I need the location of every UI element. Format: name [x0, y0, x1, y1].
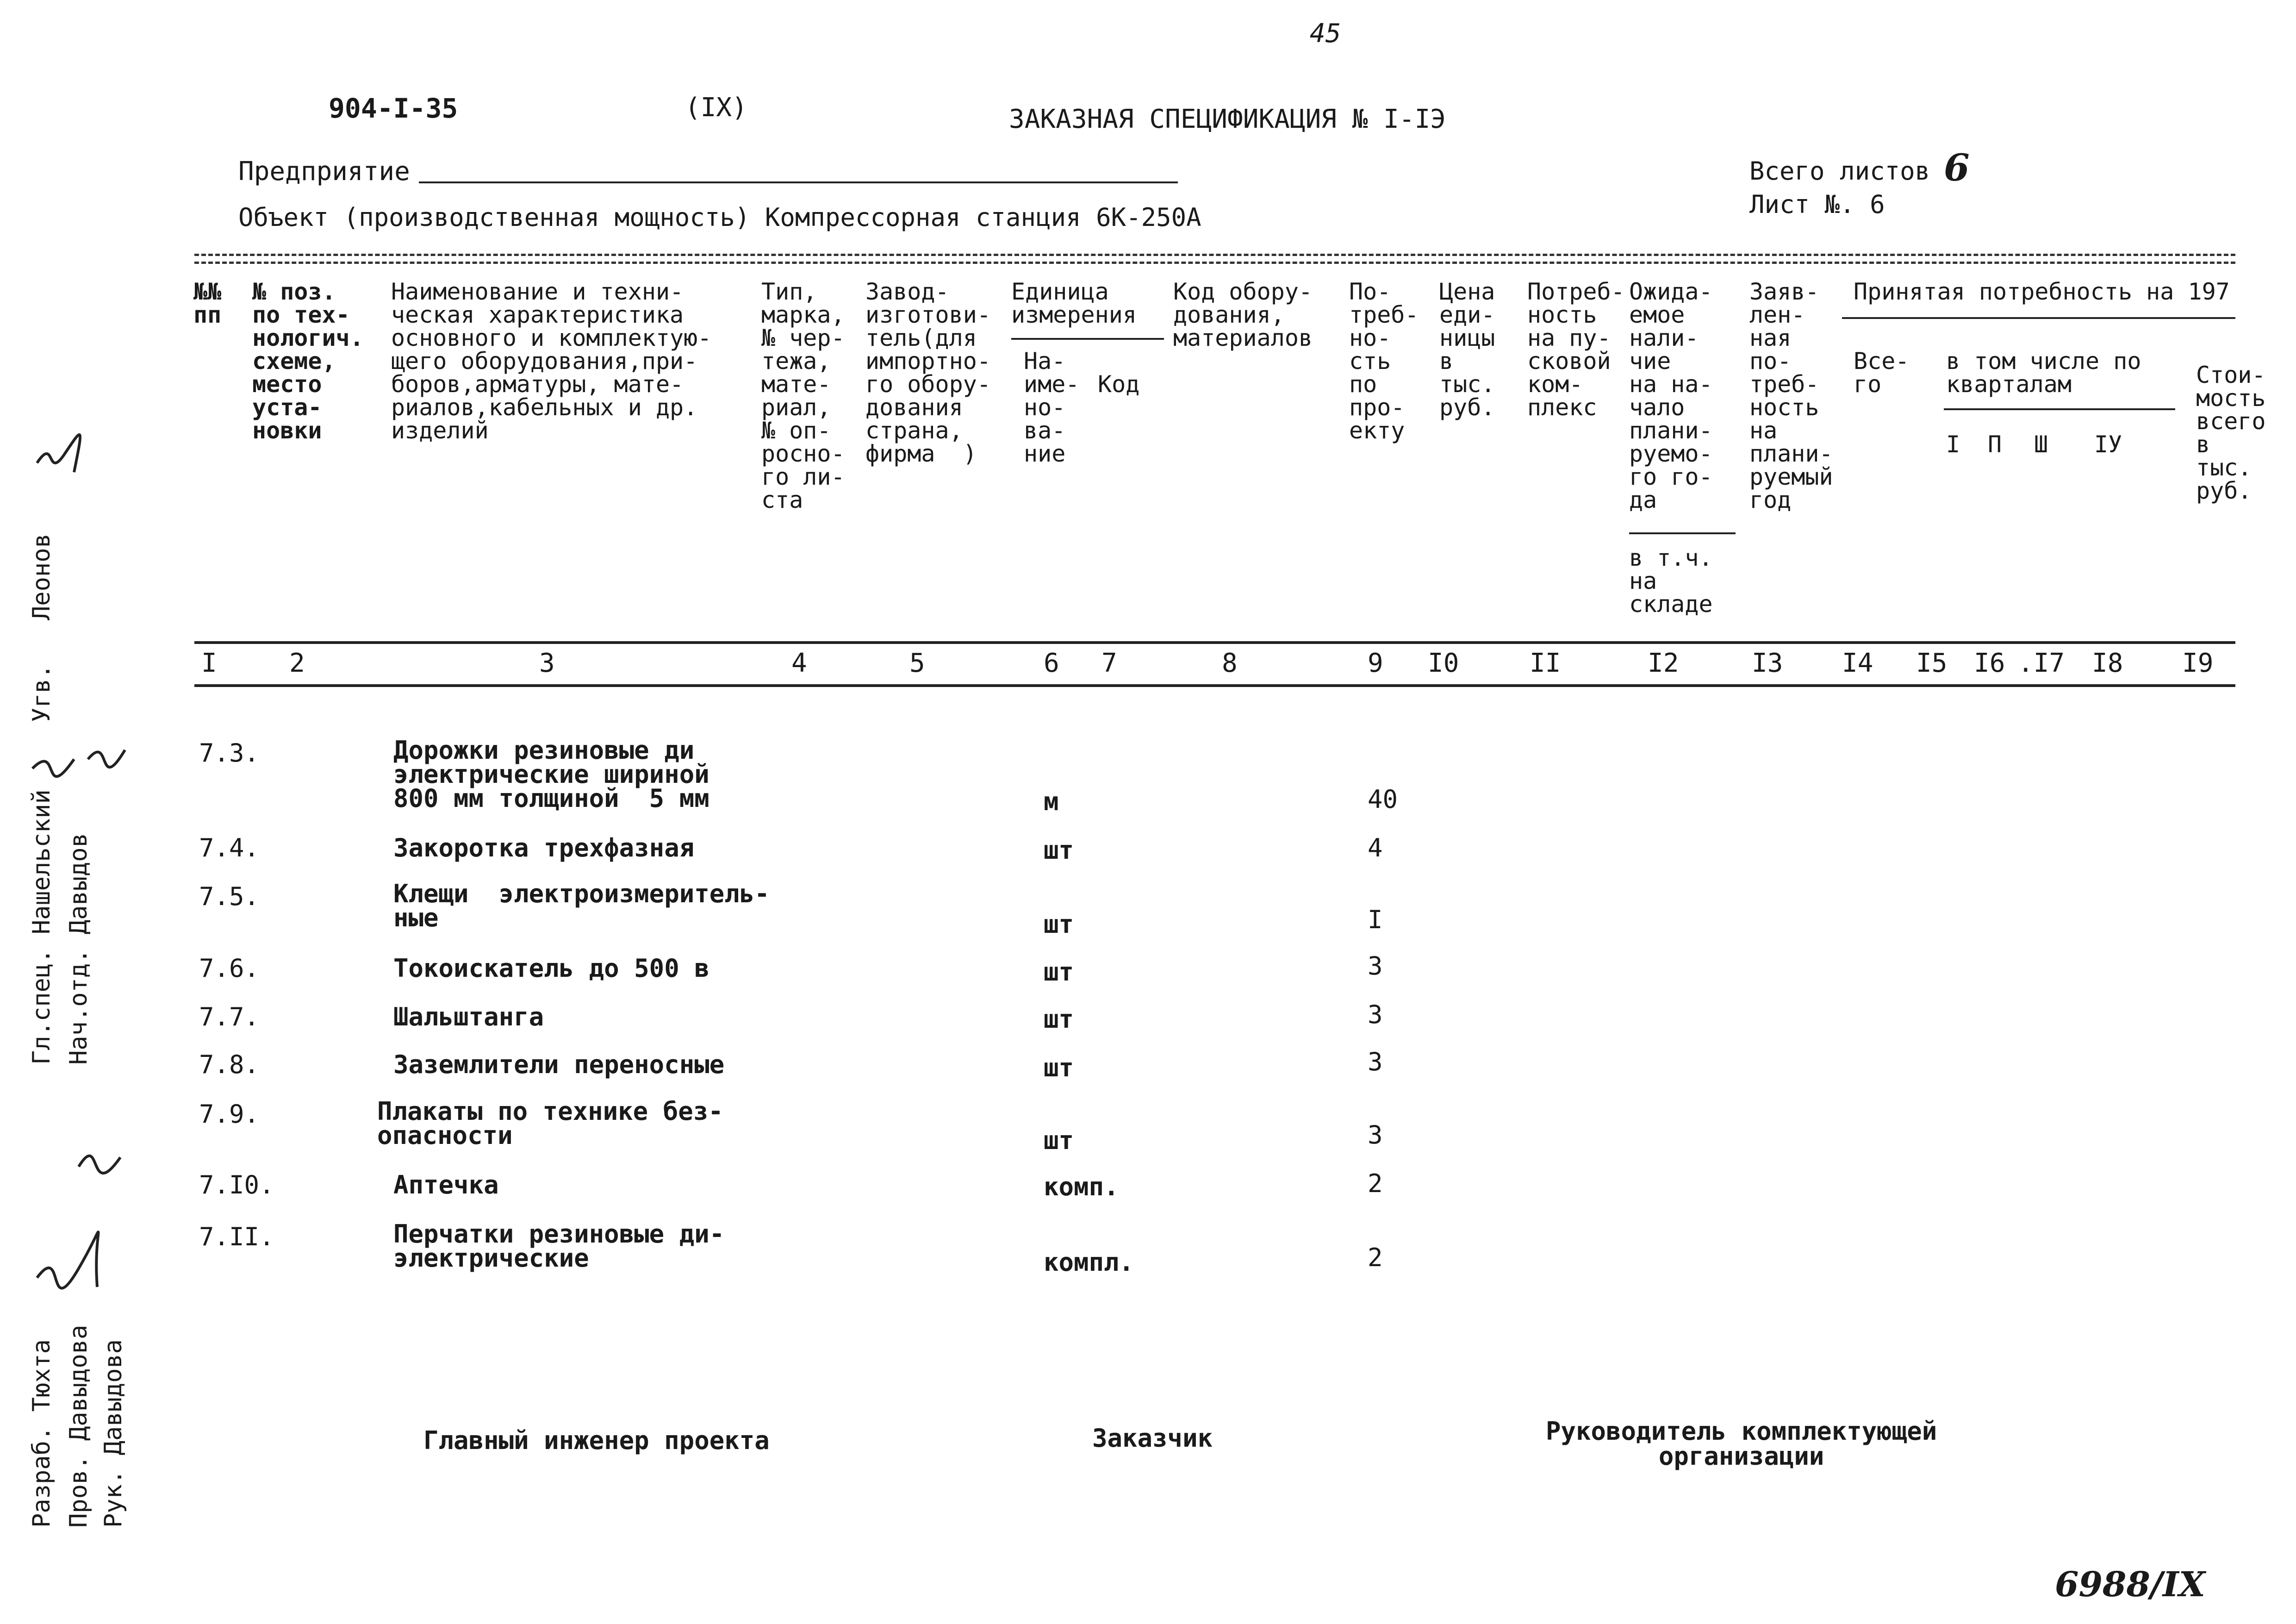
header-col-12-sub: в т.ч. на складе: [1629, 544, 1713, 618]
colnum-5: 5: [909, 648, 925, 678]
archive-mark: 6988/IX: [2055, 1565, 2206, 1605]
object-line: Объект (производственная мощность) Компрессорная станция 6К-250А: [238, 203, 1201, 232]
header-top-rule-2: [194, 262, 2235, 264]
signature-developed: Разраб. Тюхта: [28, 1339, 56, 1528]
signature-checked: Пров. Давыдова: [65, 1324, 93, 1528]
row-unit: м: [1044, 787, 1059, 816]
colnum-9: 9: [1368, 648, 1383, 678]
document-code: 904-I-35: [329, 93, 458, 124]
header-col-14: Все- го: [1854, 348, 1910, 398]
header-col-9: По- треб- но- сть по про- екту: [1349, 278, 1419, 444]
header-col-12: Ожида- емое нали- чие на на- чало плани- руемо- го го- да: [1629, 278, 1713, 513]
header-col-4: Тип, марка, № чер- тежа, мате- риал, № оп- росно- го ли- ста: [761, 278, 845, 513]
header-col-12-rule: [1629, 532, 1736, 534]
row-qty: 4: [1368, 833, 1383, 862]
column-numbers-row: [0, 648, 2296, 676]
header-col-13: Заяв- лен- ная по- треб- ность на плани- руемый год: [1749, 278, 1833, 513]
row-name: Аптечка: [393, 1170, 499, 1199]
row-qty: 3: [1368, 951, 1383, 981]
row-number: 7.I0.: [199, 1170, 274, 1199]
header-quarters-title: в том числе по кварталам: [1946, 348, 2141, 398]
signature-chief-specialist: Гл.спец. Нашельский: [28, 789, 56, 1065]
header-quarter-2: П: [1988, 431, 2002, 458]
colnum-12: I2: [1648, 648, 1679, 678]
row-name: Закоротка трехфазная: [393, 833, 695, 862]
colnum-10: I0: [1428, 648, 1459, 678]
header-col-6: На- име- но- ва- ние: [1024, 348, 1080, 467]
row-qty: 3: [1368, 1047, 1383, 1076]
enterprise-label: Предприятие: [238, 156, 410, 187]
signature-head: Рук. Давыдова: [100, 1339, 127, 1528]
enterprise-underline: [419, 181, 1178, 183]
colnum-18: I8: [2092, 648, 2123, 678]
supplier-head-label: Руководитель комплектующей организации: [1546, 1417, 1937, 1471]
sheet-number: Лист №. 6: [1749, 190, 1885, 219]
header-col-3: Наименование и техни- ческая характеристика основного и комплектую- щего оборудования,при- боров,арматуры, мате- риалов,кабельных и др. изделий: [391, 278, 712, 444]
header-col-2: № поз. по тех- нологич. схеме, место уста- новки: [252, 278, 364, 444]
page-number: 45: [1310, 19, 1341, 49]
header-col-19: Стои- мость всего в тыс. руб.: [2196, 362, 2266, 504]
total-sheets-label: Всего листов: [1749, 156, 1930, 186]
row-unit: комп.: [1044, 1172, 1119, 1201]
row-qty: I: [1368, 905, 1383, 934]
header-col-7: Код: [1098, 371, 1140, 398]
header-quarter-4: IУ: [2094, 431, 2122, 458]
chief-engineer-label: Главный инженер проекта: [423, 1426, 770, 1455]
colnum-14: I4: [1842, 648, 1873, 678]
colnum-4: 4: [791, 648, 807, 678]
colnum-13: I3: [1752, 648, 1783, 678]
row-name: Плакаты по технике без- опасности: [377, 1097, 723, 1150]
header-col-5: Завод- изготови- тель(для импортно- го обору- дования страна, фирма ): [865, 278, 991, 467]
header-quarters-rule: [1944, 408, 2175, 410]
document-part: (IX): [685, 93, 747, 123]
row-number: 7.9.: [199, 1099, 260, 1129]
header-col-10: Цена еди- ницы в тыс. руб.: [1439, 278, 1495, 421]
row-number: 7.5.: [199, 882, 260, 911]
colnum-1: I: [201, 648, 217, 678]
header-quarter-1: I: [1946, 431, 1960, 458]
header-col-1: №№ пп: [193, 278, 222, 328]
signature-dept-head: Нач.отд. Давыдов: [65, 833, 93, 1065]
signature-leonov: Леонов: [28, 533, 56, 620]
handwritten-signatures: [19, 407, 148, 1380]
colnum-7: 7: [1101, 648, 1117, 678]
row-number: 7.3.: [199, 738, 260, 768]
row-name: Шальштанга: [393, 1002, 544, 1031]
colnum-16: I6: [1974, 648, 2005, 678]
row-name: Дорожки резиновые ди электрические шириной 800 мм толщиной 5 мм: [393, 736, 709, 813]
row-number: 7.8.: [199, 1050, 260, 1079]
colnum-8: 8: [1222, 648, 1238, 678]
row-name: Заземлители переносные: [393, 1050, 725, 1079]
colnum-17: .I7: [2018, 648, 2065, 678]
colnum-6: 6: [1044, 648, 1059, 678]
row-unit: шт: [1044, 1005, 1074, 1034]
row-unit: компл.: [1044, 1248, 1134, 1277]
colnum-3: 3: [539, 648, 555, 678]
row-unit: шт: [1044, 957, 1074, 987]
document-title: ЗАКАЗНАЯ СПЕЦИФИКАЦИЯ № I-IЭ: [1009, 104, 1446, 134]
header-unit-rule: [1011, 338, 1164, 340]
header-col-8: Код обору- дования, материалов: [1173, 278, 1313, 351]
row-name: Перчатки резиновые ди- электрические: [393, 1219, 725, 1273]
total-sheets-value: 6: [1944, 146, 1970, 189]
customer-label: Заказчик: [1092, 1424, 1213, 1453]
row-unit: шт: [1044, 836, 1074, 865]
colnum-11: II: [1530, 648, 1561, 678]
header-col-11: Потреб- ность на пу- сковой ком- плекс: [1527, 278, 1625, 421]
row-unit: шт: [1044, 1053, 1074, 1082]
row-number: 7.6.: [199, 954, 260, 983]
header-top-rule: [194, 254, 2235, 256]
row-qty: 3: [1368, 1000, 1383, 1029]
header-quarter-3: Ш: [2034, 431, 2048, 458]
row-unit: шт: [1044, 1126, 1074, 1155]
row-unit: шт: [1044, 910, 1074, 939]
header-accepted-title: Принятая потребность на 197: [1854, 278, 2230, 305]
signature-approved: Угв.: [28, 664, 56, 722]
row-name: Клещи электроизмеритель- ные: [393, 879, 770, 932]
colnum-2: 2: [289, 648, 305, 678]
column-numbers-top-rule: [194, 641, 2235, 644]
column-numbers-bottom-rule: [194, 684, 2235, 687]
row-qty: 2: [1368, 1243, 1383, 1272]
colnum-19: I9: [2182, 648, 2214, 678]
row-qty: 3: [1368, 1120, 1383, 1149]
row-qty: 40: [1368, 785, 1398, 814]
row-number: 7.II.: [199, 1222, 274, 1251]
header-col-6-top: Единица измерения: [1011, 278, 1137, 328]
row-number: 7.7.: [199, 1002, 260, 1031]
header-accepted-rule: [1842, 317, 2235, 319]
row-qty: 2: [1368, 1169, 1383, 1198]
row-number: 7.4.: [199, 833, 260, 862]
row-name: Токоискатель до 500 в: [393, 954, 709, 983]
colnum-15: I5: [1916, 648, 1948, 678]
